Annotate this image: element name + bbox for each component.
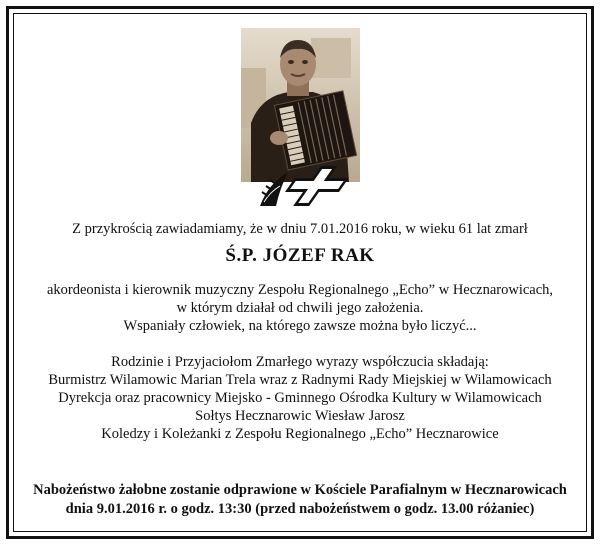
service-info: dnia 9.01.2016 r. o godz. 13:30 (przed nabożeństwem o godz. 13.00 różaniec) — [65, 501, 535, 517]
deceased-name: Ś.P. JÓZEF RAK — [225, 245, 375, 266]
bio-line: Wspaniały człowiek, na którego zawsze można było liczyć... — [123, 318, 477, 334]
condolences-line: Dyrekcja oraz pracownicy Miejsko - Gminnego Ośrodka Kultury w Wilamowicach — [58, 390, 542, 406]
condolences-line: Koledzy i Koleżanki z Zespołu Regionalnego „Echo” Hecznarowice — [101, 426, 499, 442]
bio-line: w którym działał od chwili jego założenia. — [176, 300, 424, 316]
portrait-photo — [241, 28, 360, 182]
condolences-heading: Rodzinie i Przyjaciołom Zmarłego wyrazy współczucia składają: — [111, 354, 489, 370]
intro-text: Z przykrością zawiadamiamy, że w dniu 7.01.2016 roku, w wieku 61 lat zmarł — [72, 221, 528, 237]
condolences-line: Sołtys Hecznarowic Wiesław Jarosz — [195, 408, 405, 424]
service-info: Nabożeństwo żałobne zostanie odprawione w Kościele Parafialnym w Hecznarowicach — [33, 482, 567, 498]
cross-icon — [258, 162, 376, 213]
condolences-line: Burmistrz Wilamowic Marian Trela wraz z Radnymi Rady Miejskiej w Wilamowicach — [48, 372, 552, 388]
bio-line: akordeonista i kierownik muzyczny Zespołu Regionalnego „Echo” w Hecznarowicach, — [46, 282, 554, 298]
